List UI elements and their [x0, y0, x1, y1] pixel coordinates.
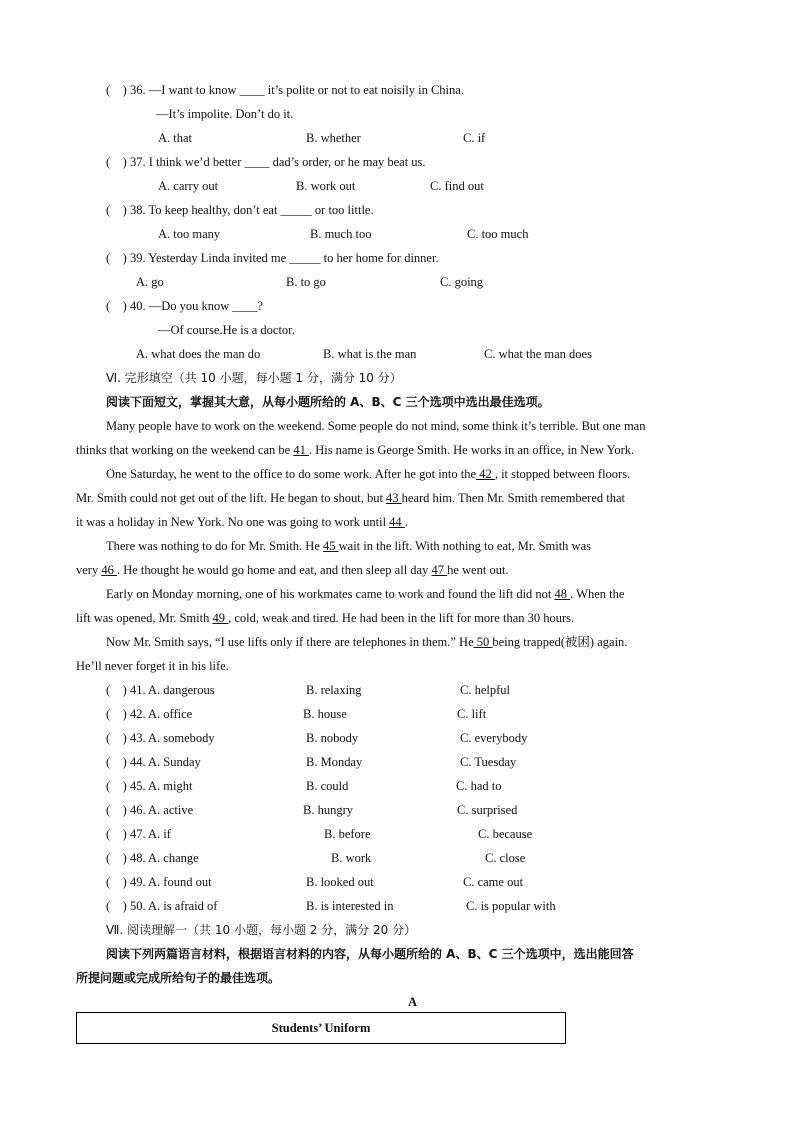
q36-option-c: C. if — [463, 131, 486, 145]
blank-50: 50 — [473, 635, 493, 649]
cloze-45-c: C. had to — [456, 779, 502, 793]
passage-line — [106, 466, 630, 482]
passage-text: , it stopped between floors. — [494, 467, 631, 481]
passage-text: Now Mr. Smith says, “I use lifts only if there are telephones in them.” He — [106, 635, 474, 649]
cloze-42-b: B. house — [303, 707, 347, 721]
uniform-table-header — [76, 1012, 566, 1044]
q38-option-b: B. much too — [310, 227, 372, 241]
blank-44: 44 — [389, 515, 405, 529]
blank-46: 46 — [101, 563, 117, 577]
blank-43: 43 — [386, 491, 402, 505]
section-7-instruction-cont: 所提问题或完成所给句子的最佳选项。 — [76, 971, 281, 985]
passage-text: heard him. Then Mr. Smith remembered that — [401, 491, 625, 505]
q40-option-c: C. what the man does — [484, 347, 592, 361]
cloze-41-c: C. helpful — [460, 683, 510, 697]
q39-option-c: C. going — [440, 275, 484, 289]
q40-option-a: A. what does the man do — [136, 347, 261, 361]
q36-option-a: A. that — [158, 131, 193, 145]
passage-line — [106, 586, 624, 602]
q38-option-c: C. too much — [467, 227, 529, 241]
q39-stem: ( ) 39. Yesterday Linda invited me _____ to her home for dinner. — [106, 251, 439, 265]
cloze-46-a: ( ) 46. A. active — [106, 803, 194, 817]
cloze-48-c: C. close — [485, 851, 526, 865]
passage-text: There was nothing to do for Mr. Smith. He — [106, 539, 323, 553]
passage-line — [76, 514, 408, 530]
q39-option-a: A. go — [136, 275, 164, 289]
cloze-50-a: ( ) 50. A. is afraid of — [106, 899, 218, 913]
cloze-41-b: B. relaxing — [306, 683, 362, 697]
blank-47: 47 — [431, 563, 448, 577]
cloze-47-c: C. because — [478, 827, 533, 841]
passage-text: . His name is George Smith. He works in an office, in New York. — [308, 443, 635, 457]
cloze-46-c: C. surprised — [457, 803, 518, 817]
q37-option-a: A. carry out — [158, 179, 219, 193]
passage-text: being trapped(被困) again. — [492, 635, 628, 649]
blank-41: 41 — [293, 443, 309, 457]
passage-line — [106, 538, 591, 554]
passage-text: wait in the lift. With nothing to eat, Mr. Smith was — [338, 539, 591, 553]
q40-reply: —Of course.He is a doctor. — [158, 323, 295, 337]
blank-48: 48 — [554, 587, 571, 601]
passage-text: he went out. — [447, 563, 509, 577]
passage-text: . He thought he would go home and eat, and then sleep all day — [116, 563, 432, 577]
passage-text: Early on Monday morning, one of his workmates came to work and found the lift did not — [106, 587, 555, 601]
passage-text: it was a holiday in New York. No one was going to work until — [76, 515, 390, 529]
part-a-label: A — [408, 995, 418, 1009]
q37-option-b: B. work out — [296, 179, 356, 193]
cloze-41-a: ( ) 41. A. dangerous — [106, 683, 215, 697]
passage-line: Many people have to work on the weekend. Some people do not mind, some think it’s terrible. But one man — [106, 419, 646, 433]
blank-45: 45 — [323, 539, 339, 553]
cloze-49-a: ( ) 49. A. found out — [106, 875, 212, 889]
cloze-46-b: B. hungry — [303, 803, 353, 817]
cloze-44-c: C. Tuesday — [460, 755, 517, 769]
cloze-42-a: ( ) 42. A. office — [106, 707, 193, 721]
section-7-title: Ⅶ. 阅读理解一（共 10 小题，每小题 2 分，满分 20 分） — [106, 923, 417, 937]
passage-text: thinks that working on the weekend can be — [76, 443, 294, 457]
cloze-50-c: C. is popular with — [466, 899, 556, 913]
section-6-title: Ⅵ. 完形填空（共 10 小题，每小题 1 分，满分 10 分） — [106, 371, 402, 385]
passage-text: One Saturday, he went to the office to do some work. After he got into the — [106, 467, 477, 481]
passage-text: very — [76, 563, 102, 577]
cloze-44-b: B. Monday — [306, 755, 363, 769]
passage-line — [76, 610, 574, 626]
passage-line — [76, 442, 634, 458]
cloze-45-b: B. could — [306, 779, 349, 793]
cloze-47-b: B. before — [324, 827, 371, 841]
passage-line: He’ll never forget it in his life. — [76, 659, 229, 673]
q36-stem: ( ) 36. —I want to know ____ it’s polite or not to eat noisily in China. — [106, 83, 464, 97]
passage-text: . When the — [570, 587, 625, 601]
cloze-42-c: C. lift — [457, 707, 487, 721]
blank-42: 42 — [476, 467, 495, 481]
section-6-instruction: 阅读下面短文，掌握其大意，从每小题所给的 A、B、C 三个选项中选出最佳选项。 — [106, 395, 550, 409]
q38-stem: ( ) 38. To keep healthy, don’t eat _____ or too little. — [106, 203, 374, 217]
cloze-48-b: B. work — [331, 851, 372, 865]
cloze-49-b: B. looked out — [306, 875, 374, 889]
q40-stem: ( ) 40. —Do you know ____? — [106, 299, 263, 313]
passage-text: Mr. Smith could not get out of the lift. He began to shout, but — [76, 491, 387, 505]
passage-line — [76, 562, 509, 578]
passage-text: , cold, weak and tired. He had been in the lift for more than 30 hours. — [228, 611, 575, 625]
passage-line — [106, 634, 627, 650]
cloze-49-c: C. came out — [463, 875, 524, 889]
q36-option-b: B. whether — [306, 131, 361, 145]
cloze-48-a: ( ) 48. A. change — [106, 851, 199, 865]
q37-stem: ( ) 37. I think we’d better ____ dad’s order, or he may beat us. — [106, 155, 426, 169]
section-7-instruction: 阅读下列两篇语言材料，根据语言材料的内容，从每小题所给的 A、B、C 三个选项中，选出能回答 — [106, 947, 634, 961]
passage-text: . — [404, 515, 408, 529]
q39-option-b: B. to go — [286, 275, 326, 289]
cloze-45-a: ( ) 45. A. might — [106, 779, 193, 793]
passage-text: lift was opened, Mr. Smith — [76, 611, 213, 625]
cloze-47-a: ( ) 47. A. if — [106, 827, 171, 841]
cloze-43-a: ( ) 43. A. somebody — [106, 731, 215, 745]
q36-reply: —It’s impolite. Don’t do it. — [156, 107, 294, 121]
cloze-44-a: ( ) 44. A. Sunday — [106, 755, 201, 769]
uniform-table-title: Students’ Uniform — [271, 1021, 371, 1035]
q37-option-c: C. find out — [430, 179, 484, 193]
cloze-50-b: B. is interested in — [306, 899, 394, 913]
cloze-43-b: B. nobody — [306, 731, 359, 745]
passage-line — [76, 490, 625, 506]
q40-option-b: B. what is the man — [323, 347, 417, 361]
q38-option-a: A. too many — [158, 227, 221, 241]
blank-49: 49 — [212, 611, 229, 625]
cloze-43-c: C. everybody — [460, 731, 528, 745]
